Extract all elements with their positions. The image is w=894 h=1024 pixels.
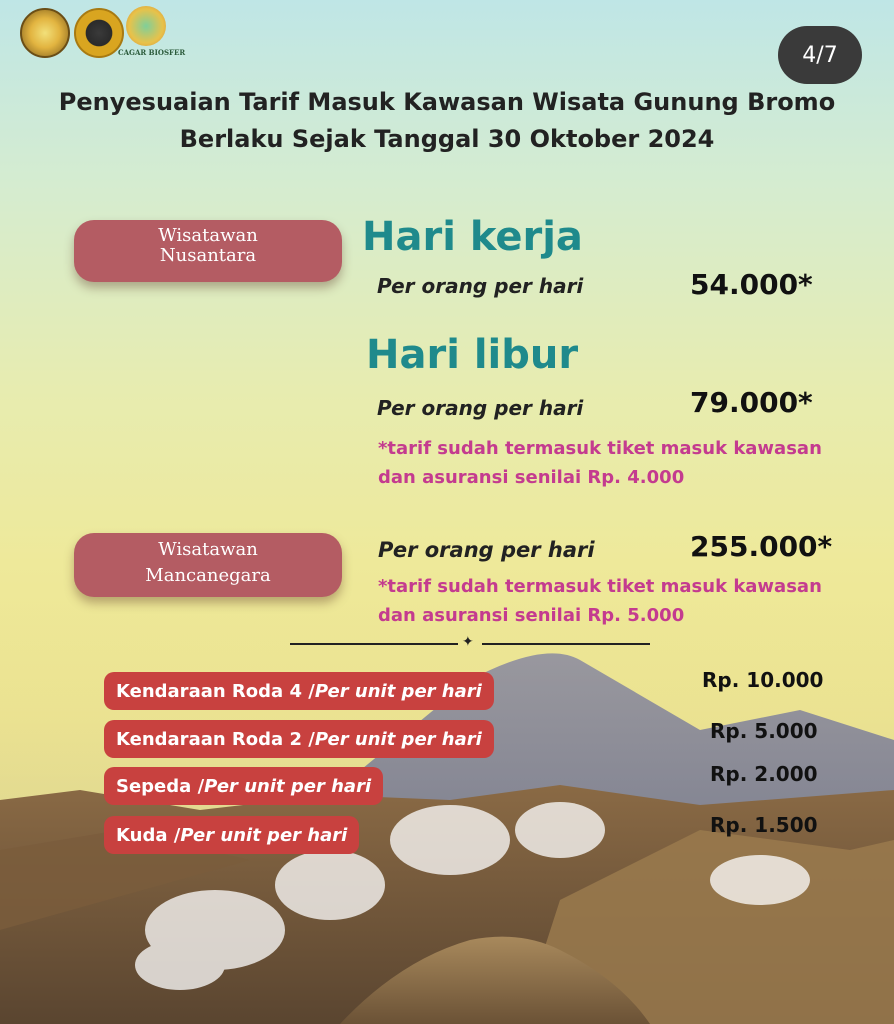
label-foreign-line2: Mancanegara — [145, 565, 271, 586]
weekday-heading: Hari kerja — [362, 214, 583, 260]
label-foreign — [74, 533, 342, 597]
label-foreign-line1: Wisatawan — [158, 539, 258, 560]
weekday-per-label: Per orang per hari — [377, 274, 584, 298]
vehicle-row-horse — [104, 816, 359, 854]
divider-line-right — [482, 643, 650, 645]
vehicle-fee-car: Rp. 10.000 — [702, 668, 824, 692]
vehicle-name: Kendaraan Roda 4 / — [116, 680, 315, 702]
page-indicator: 4/7 — [778, 26, 862, 84]
vehicle-name: Sepeda / — [116, 775, 205, 797]
domestic-note — [378, 434, 822, 492]
park-logo-icon — [74, 8, 124, 58]
label-domestic-line2: Nusantara — [159, 245, 257, 266]
vehicle-name: Kendaraan Roda 2 / — [116, 728, 315, 750]
biosphere-caption: CAGAR BIOSFER — [118, 48, 186, 57]
weekday-price: 54.000* — [690, 268, 813, 301]
foreign-note — [378, 572, 822, 630]
foreign-note-line2: dan asuransi senilai Rp. 5.000 — [378, 605, 685, 626]
vehicle-fee-horse: Rp. 1.500 — [710, 813, 818, 837]
vehicle-unit: Per unit per hari — [204, 775, 372, 797]
weekend-per-label: Per orang per hari — [377, 396, 584, 420]
domestic-note-line1: *tarif sudah termasuk tiket masuk kawasan — [378, 438, 822, 459]
label-domestic — [74, 220, 342, 282]
foreign-price: 255.000* — [690, 530, 833, 563]
mountain-landscape — [0, 600, 894, 1024]
foreign-note-line1: *tarif sudah termasuk tiket masuk kawasan — [378, 576, 822, 597]
divider-line-left — [290, 643, 458, 645]
vehicle-row-bicycle — [104, 767, 383, 805]
title-line-1: Penyesuaian Tarif Masuk Kawasan Wisata Gunung Bromo — [58, 88, 836, 116]
domestic-note-line2: dan asuransi senilai Rp. 4.000 — [378, 467, 685, 488]
title-line-2: Berlaku Sejak Tanggal 30 Oktober 2024 — [179, 125, 715, 153]
vehicle-row-motorbike — [104, 720, 494, 758]
vehicle-unit: Per unit per hari — [314, 728, 482, 750]
ministry-logo-icon — [20, 8, 70, 58]
weekend-heading: Hari libur — [366, 332, 579, 378]
foreign-per-label: Per orang per hari — [378, 538, 595, 562]
vehicle-name: Kuda / — [116, 824, 181, 846]
vehicle-fee-motorbike: Rp. 5.000 — [710, 719, 818, 743]
weekend-price: 79.000* — [690, 386, 813, 419]
label-domestic-line1: Wisatawan — [158, 225, 258, 246]
vehicle-unit: Per unit per hari — [180, 824, 348, 846]
vehicle-row-car — [104, 672, 494, 710]
biosphere-logo-icon — [126, 6, 166, 46]
vehicle-unit: Per unit per hari — [314, 680, 482, 702]
divider-ornament-icon: ✦ — [462, 634, 474, 650]
page-title — [0, 84, 894, 158]
vehicle-fee-bicycle: Rp. 2.000 — [710, 762, 818, 786]
